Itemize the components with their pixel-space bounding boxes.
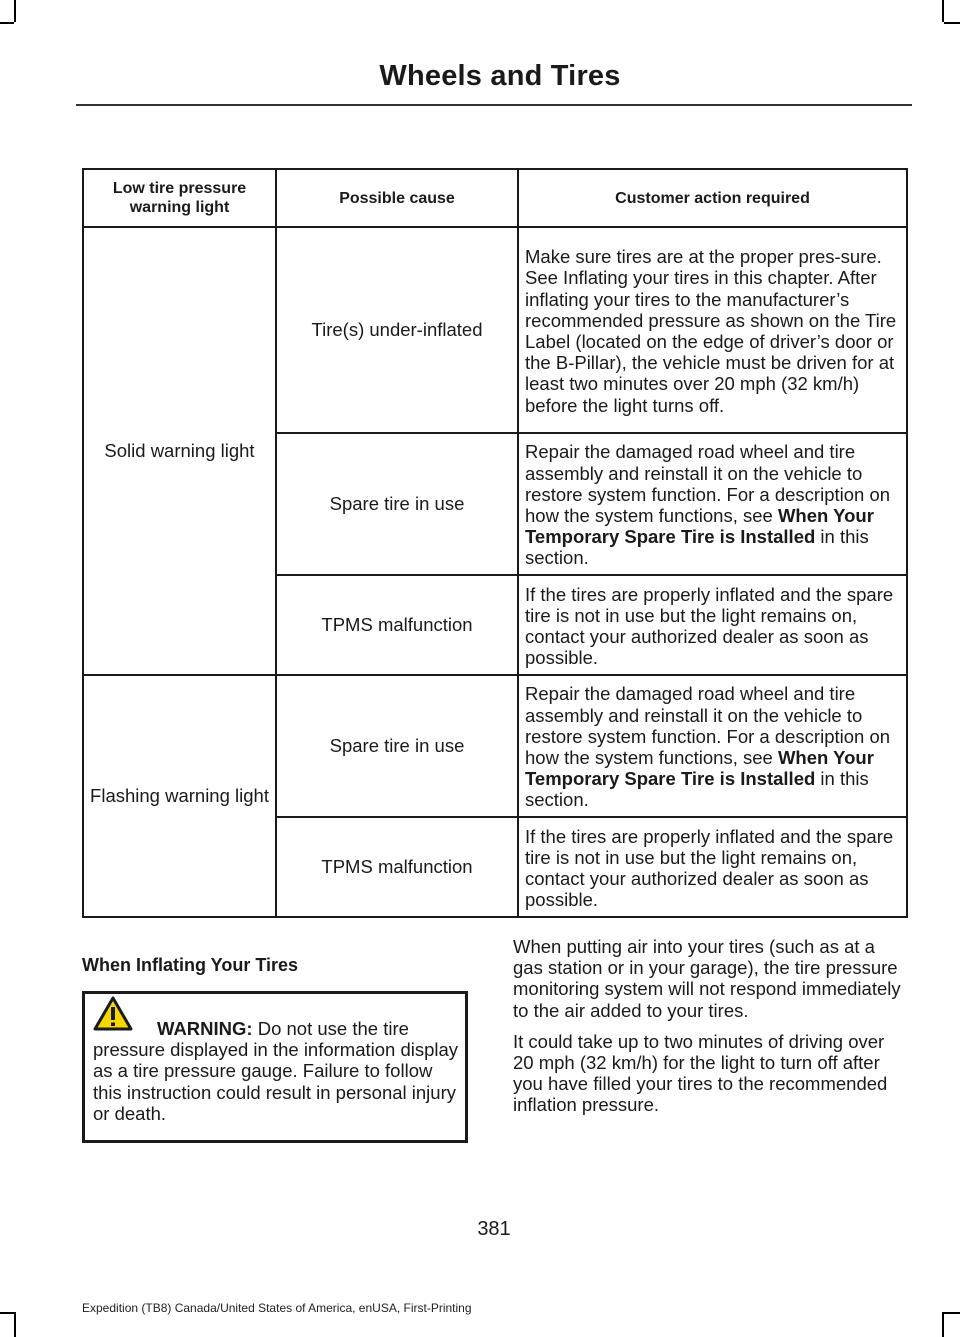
tpms-warning-table <box>82 168 908 918</box>
action-text: If the tires are properly inflated and the spare tire is not in use but the light remains on, contact your authorized dealer as soon as possible. <box>525 825 894 911</box>
section-reference: When Your Temporary Spare Tire is Installed <box>525 505 874 548</box>
crop-mark <box>942 0 944 22</box>
paragraph: It could take up to two minutes of driving over 20 mph (32 km/h) for the light to turn off after you have filled your tires to the recommended inflation pressure. <box>513 1030 888 1116</box>
action-text: Repair the damaged road wheel and tire assembly and reinstall it on the vehicle to restore system function. For a description on how the system functions, see <box>525 441 891 526</box>
page-number: 381 <box>477 1218 511 1240</box>
section-reference: When Your Temporary Spare Tire is Installed <box>525 747 874 790</box>
inflating-right-column <box>513 936 909 1126</box>
crop-mark <box>14 1312 16 1337</box>
action-text-tail: in this section. <box>525 768 869 811</box>
cause-cell: Spare tire in use <box>276 433 518 575</box>
page-title: Wheels and Tires <box>379 60 621 92</box>
warning-text <box>93 1018 463 1124</box>
footer-doc-info: Expedition (TB8) Canada/United States of America, enUSA, First-Printing <box>82 1301 472 1315</box>
action-text: If the tires are properly inflated and the spare tire is not in use but the light remains on, contact your authorized dealer as soon as possible. <box>525 583 894 669</box>
crop-mark <box>14 0 16 22</box>
table-header-row <box>83 169 907 227</box>
table-row <box>83 227 907 433</box>
crop-mark <box>944 1312 960 1314</box>
cause-cell: Tire(s) under-inflated <box>276 227 518 433</box>
cause-cell: TPMS malfunction <box>276 575 518 675</box>
header-rule <box>76 104 912 106</box>
crop-mark <box>944 22 960 24</box>
action-text: Repair the damaged road wheel and tire assembly and reinstall it on the vehicle to restore system function. For a description on how the system functions, see <box>525 683 891 768</box>
crop-mark <box>0 1312 14 1314</box>
crop-mark <box>942 1312 944 1337</box>
crop-mark <box>0 22 14 24</box>
table-row <box>83 675 907 817</box>
action-text-tail: in this section. <box>525 526 869 569</box>
inflating-left-column <box>82 955 474 1124</box>
action-text: Make sure tires are at the proper pres-sure. See Inflating your tires in this chapter. After inflating your tires to the manufacturer’s recommended pressure as shown on the Tire Label (located on the edge of driver’s door or the B-Pillar), the vehicle must be driven for at least two minutes over 20 mph (32 km/h) before the light turns off. <box>525 246 897 416</box>
warning-box <box>82 991 468 1143</box>
column-header-cause: Possible cause <box>276 169 518 227</box>
light-cell-solid: Solid warning light <box>83 227 276 675</box>
action-cell <box>518 227 907 433</box>
light-cell-flashing: Flashing warning light <box>83 675 276 917</box>
column-header-light: Low tire pressure warning light <box>83 169 276 227</box>
section-heading: When Inflating Your Tires <box>82 955 299 975</box>
warning-body: Do not use the tire pressure displayed in the information display as a tire pressure gauge. Failure to follow this instruction could result in personal injury or death. <box>93 1018 459 1124</box>
action-cell <box>518 575 907 675</box>
paragraph: When putting air into your tires (such as at a gas station or in your garage), the tire pressure monitoring system will not respond immediately to the air added to your tires. <box>513 936 901 1021</box>
cause-cell: TPMS malfunction <box>276 817 518 917</box>
action-cell <box>518 433 907 575</box>
action-cell <box>518 675 907 817</box>
action-cell <box>518 817 907 917</box>
cause-cell: Spare tire in use <box>276 675 518 817</box>
warning-label: WARNING: <box>157 1018 253 1039</box>
column-header-action: Customer action required <box>518 169 907 227</box>
